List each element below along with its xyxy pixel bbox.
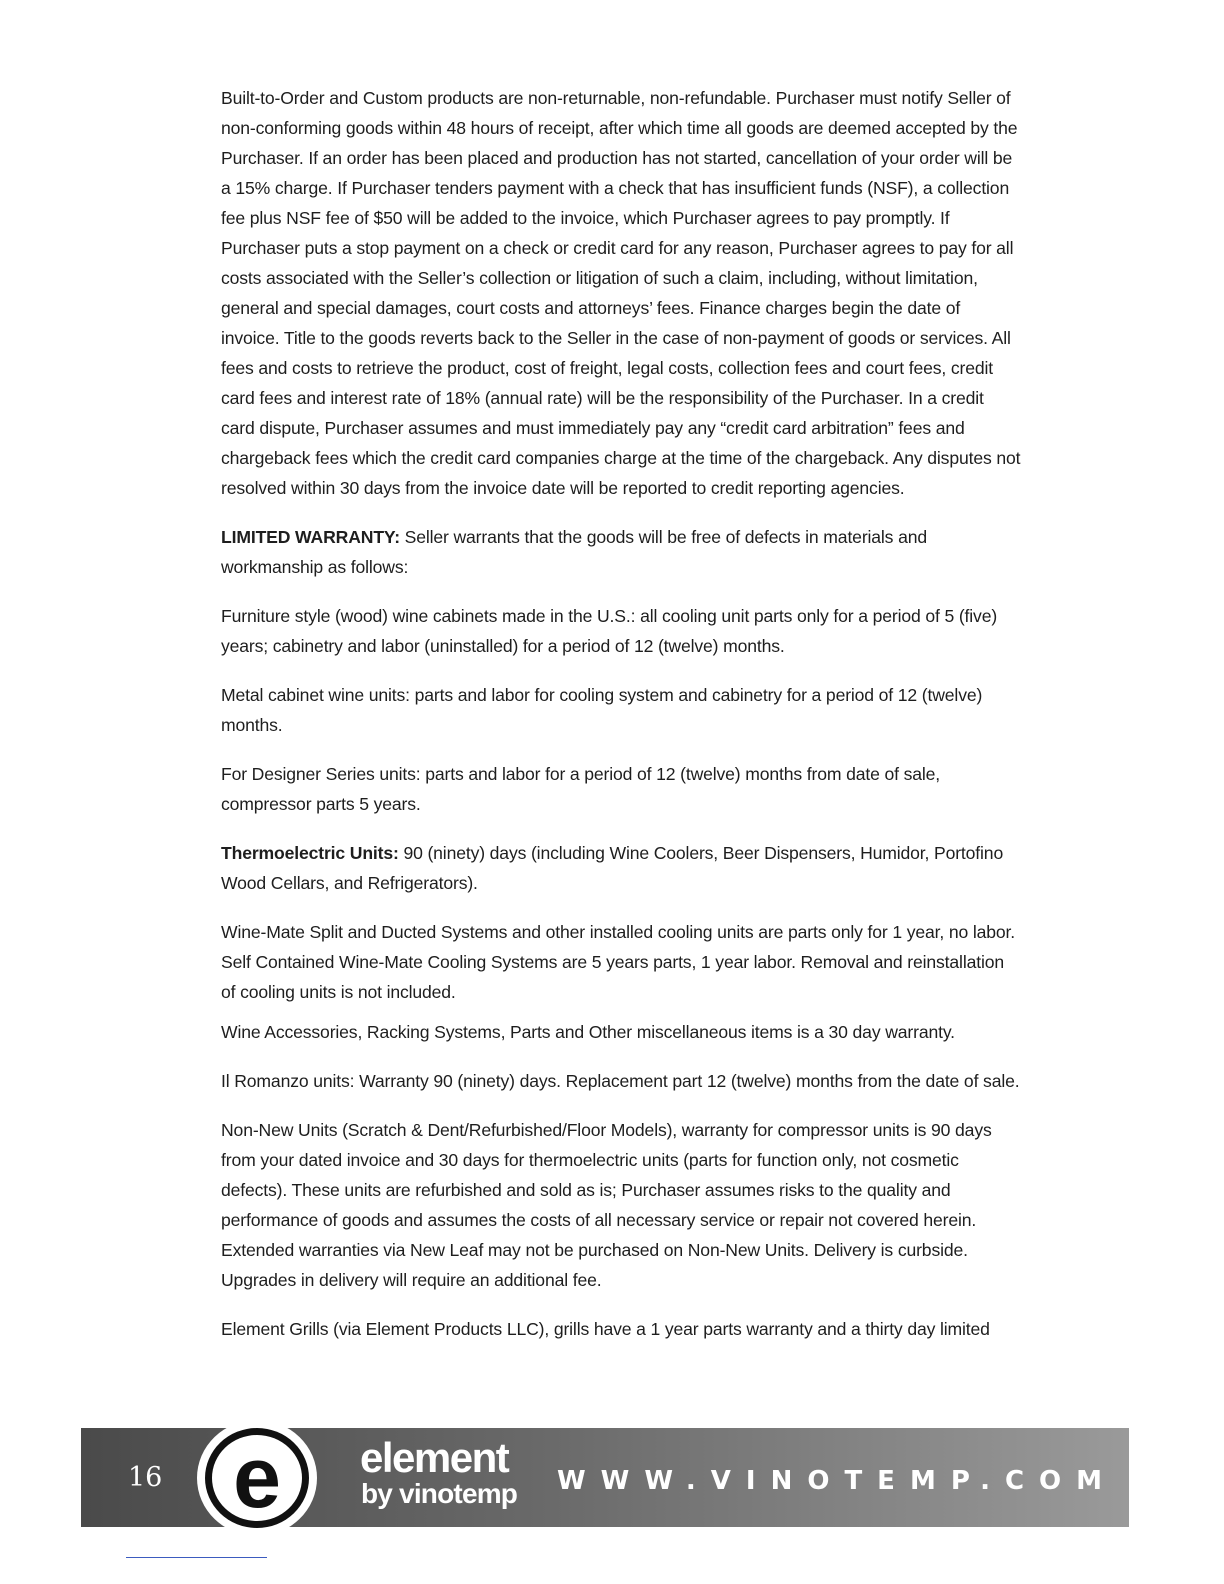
- paragraph-lead: LIMITED WARRANTY:: [221, 527, 400, 547]
- paragraph-text: Metal cabinet wine units: parts and labor for cooling system and cabinetry for a period of 12 (twelve) months.: [221, 685, 983, 735]
- paragraph-text: Il Romanzo units: Warranty 90 (ninety) days. Replacement part 12 (twelve) months from the date of sale.: [221, 1071, 1020, 1091]
- paragraph-text: For Designer Series units: parts and labor for a period of 12 (twelve) months from date of sale, compressor parts 5 years.: [221, 764, 941, 814]
- brand-name: element: [360, 1434, 509, 1481]
- paragraph-furniture-cabinets: [221, 601, 1021, 661]
- paragraph-non-new-units: [221, 1115, 1021, 1295]
- element-logo-icon: [196, 1419, 318, 1537]
- paragraph-text: Non-New Units (Scratch & Dent/Refurbished/Floor Models), warranty for compressor units is 90 days from your dated invoice and 30 days for thermoelectric units (parts for function only, not cosmetic defects). These units are refurbished and sold as is; Purchaser assumes risks to the quality and performance of goods and assumes the costs of all necessary service or repair not covered herein. Extended warranties via New Leaf may not be purchased on Non-New Units. Delivery is curbside. Upgrades in delivery will require an additional fee.: [221, 1120, 992, 1290]
- bottom-rule: [126, 1557, 267, 1558]
- document-body: [221, 83, 1021, 1363]
- paragraph-limited-warranty: [221, 522, 1021, 582]
- paragraph-text: 90 (ninety) days (including Wine Coolers, Beer Dispensers, Humidor, Portofino Wood Cellars, and Refrigerators).: [221, 843, 1004, 893]
- paragraph-text: Built-to-Order and Custom products are non-returnable, non-refundable. Purchaser must notify Seller of non-conforming goods within 48 hours of receipt, after which time all goods are deemed accepted by the Purchaser. If an order has been placed and production has not started, cancellation of your order will be a 15% charge. If Purchaser tenders payment with a check that has insufficient funds (NSF), a collection fee plus NSF fee of $50 will be added to the invoice, which Purchaser agrees to pay promptly. If Purchaser puts a stop payment on a check or credit card for any reason, Purchaser agrees to pay for all costs associated with the Seller’s collection or litigation of such a claim, including, without limitation, general and special damages, court costs and attorneys’ fees. Finance charges begin the date of invoice. Title to the goods reverts back to the Seller in the case of non-payment of goods or services. All fees and costs to retrieve the product, cost of freight, legal costs, collection fees and court fees, credit card fees and interest rate of 18% (annual rate) will be the responsibility of the Purchaser. In a credit card dispute, Purchaser assumes and must immediately pay any “credit card arbitration” fees and chargeback fees which the credit card companies charge at the time of the chargeback. Any disputes not resolved within 30 days from the invoice date will be reported to credit reporting agencies.: [221, 88, 1021, 498]
- paragraph-il-romanzo: [221, 1066, 1021, 1096]
- paragraph-terms: [221, 83, 1021, 503]
- page-number: 16: [128, 1462, 163, 1493]
- paragraph-text: Element Grills (via Element Products LLC), grills have a 1 year parts warranty and a thirty day limited: [221, 1319, 990, 1339]
- paragraph-lead: Thermoelectric Units:: [221, 843, 399, 863]
- paragraph-accessories: [221, 1017, 1021, 1047]
- paragraph-text: Wine-Mate Split and Ducted Systems and other installed cooling units are parts only for 1 year, no labor. Self Contained Wine-Mate Cooling Systems are 5 years parts, 1 year labor. Removal and reinstallation of cooling units is not included.: [221, 922, 1015, 1002]
- paragraph-wine-mate: [221, 917, 1021, 1007]
- brand-subtitle: by vinotemp: [361, 1478, 518, 1509]
- paragraph-designer-series: [221, 759, 1021, 819]
- website-url: WWW.VINOTEMP.COM: [557, 1466, 1118, 1496]
- paragraph-text: Seller warrants that the goods will be free of defects in materials and workmanship as follows:: [221, 527, 927, 577]
- paragraph-thermoelectric: [221, 838, 1021, 898]
- paragraph-element-grills: [221, 1314, 1021, 1344]
- paragraph-text: Wine Accessories, Racking Systems, Parts and Other miscellaneous items is a 30 day warranty.: [221, 1022, 955, 1042]
- paragraph-metal-cabinets: [221, 680, 1021, 740]
- paragraph-text: Furniture style (wood) wine cabinets made in the U.S.: all cooling unit parts only for a period of 5 (five) years; cabinetry and labor (uninstalled) for a period of 12 (twelve) months.: [221, 606, 998, 656]
- logo-letter: e: [233, 1430, 281, 1526]
